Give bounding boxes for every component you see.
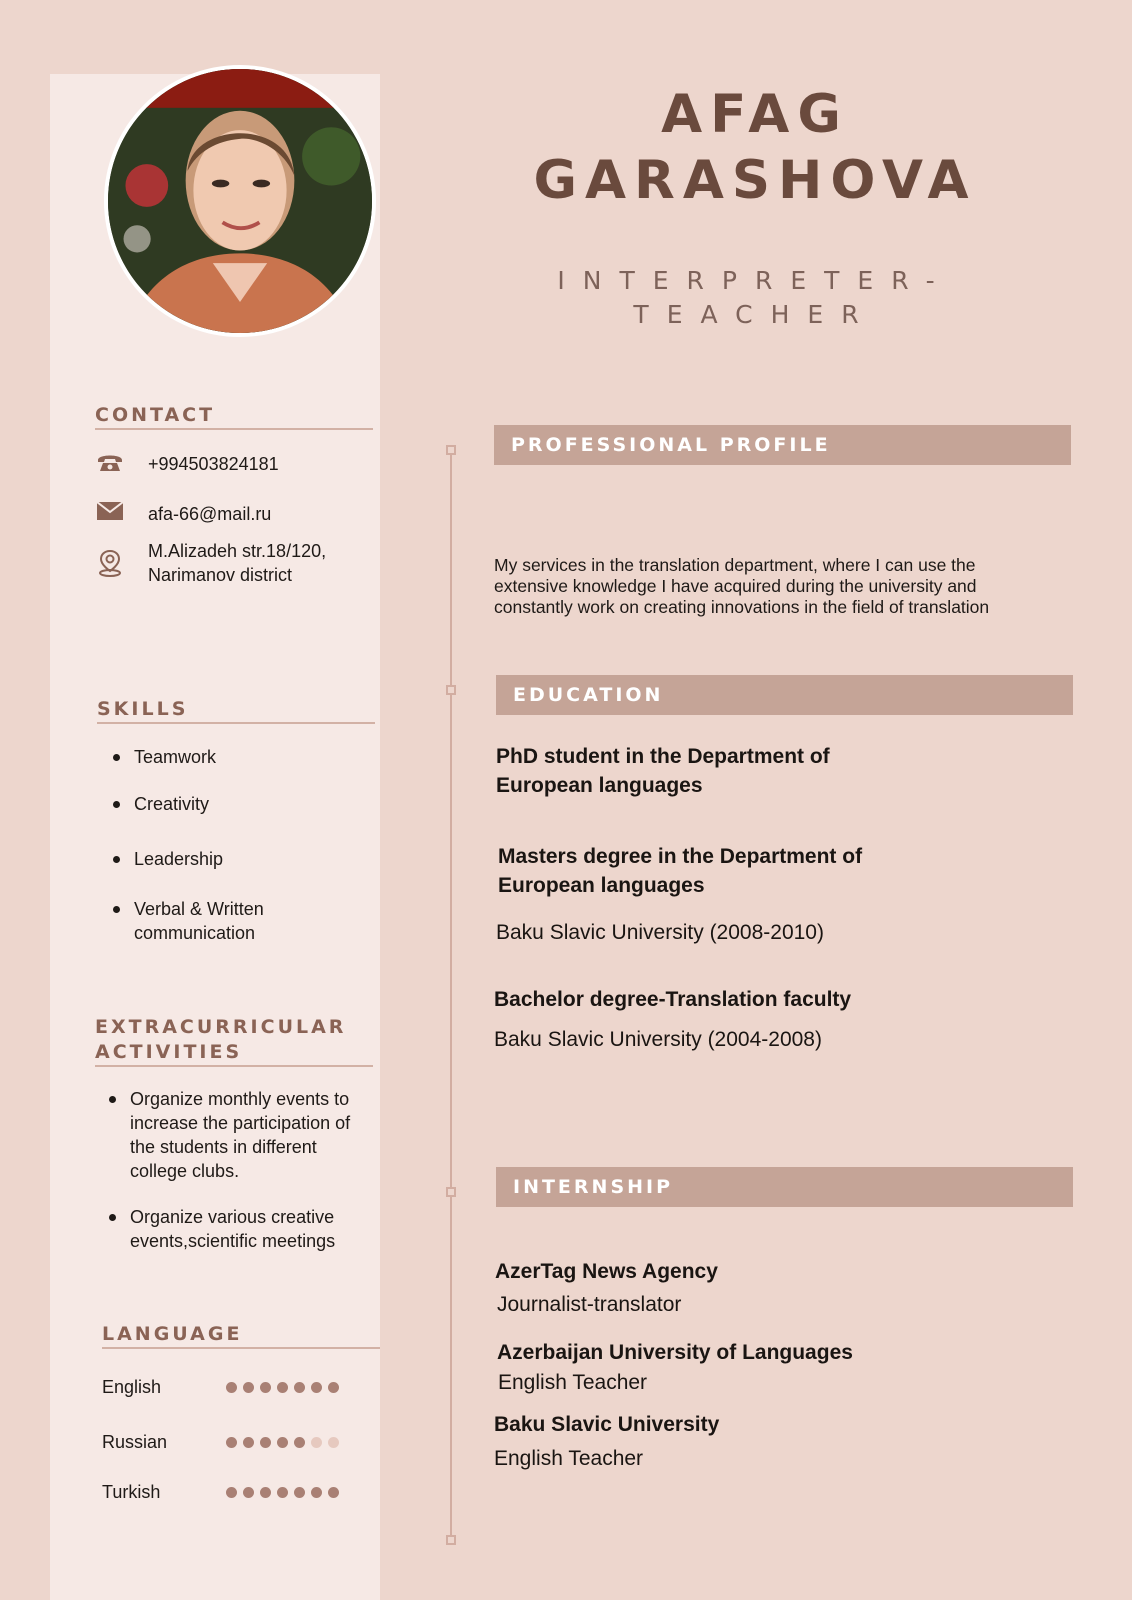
- proficiency-dot-filled: [311, 1487, 322, 1498]
- contact-address: [96, 539, 368, 587]
- internship-heading: INTERNSHIP: [496, 1167, 1073, 1207]
- list-item-line: Verbal & Written: [134, 899, 264, 919]
- education-institution: Baku Slavic University (2008-2010): [496, 921, 824, 944]
- last-name: GARASHOVA: [533, 150, 977, 211]
- skills-heading: SKILLS: [97, 697, 375, 724]
- profile-line: constantly work on creating innovations in the field of translation: [494, 597, 990, 617]
- proficiency-dot-empty: [311, 1437, 322, 1448]
- internship-role: English Teacher: [498, 1371, 648, 1394]
- proficiency-dot-filled: [277, 1382, 288, 1393]
- extracurricular-heading-line2: ACTIVITIES: [95, 1041, 243, 1063]
- education-title: [498, 842, 862, 900]
- candidate-name: [500, 82, 1010, 214]
- list-item-line: Organize monthly events to: [130, 1089, 350, 1109]
- internship-org: Baku Slavic University: [494, 1413, 720, 1436]
- contact-email: [96, 502, 368, 526]
- extracurricular-list: [106, 1087, 366, 1253]
- list-item: Creativity: [110, 792, 360, 816]
- list-item: [106, 1087, 366, 1183]
- education-title-line: European languages: [498, 874, 705, 897]
- proficiency-dot-filled: [260, 1487, 271, 1498]
- profile-photo: [104, 65, 376, 337]
- proficiency-dot-filled: [294, 1437, 305, 1448]
- internship-role: English Teacher: [494, 1447, 644, 1470]
- timeline-node: [446, 445, 456, 455]
- proficiency-dot-empty: [328, 1437, 339, 1448]
- timeline-node: [446, 1187, 456, 1197]
- internship-org: Azerbaijan University of Languages: [497, 1341, 853, 1364]
- proficiency-dot-filled: [226, 1382, 237, 1393]
- phone-icon: [96, 452, 124, 472]
- contact-phone: [96, 452, 368, 476]
- proficiency-dot-filled: [243, 1487, 254, 1498]
- job-title-line2: TEACHER: [633, 300, 877, 329]
- proficiency-dot-filled: [226, 1437, 237, 1448]
- proficiency-dot-filled: [277, 1487, 288, 1498]
- proficiency-dot-filled: [260, 1382, 271, 1393]
- proficiency-dots: [226, 1487, 339, 1498]
- profile-heading: PROFESSIONAL PROFILE: [494, 425, 1071, 465]
- proficiency-dot-filled: [226, 1487, 237, 1498]
- proficiency-dot-filled: [328, 1487, 339, 1498]
- internship-org: AzerTag News Agency: [495, 1260, 718, 1283]
- list-item: Teamwork: [110, 745, 360, 769]
- proficiency-dot-filled: [311, 1382, 322, 1393]
- education-title: [496, 742, 830, 800]
- contact-heading: CONTACT: [95, 403, 373, 430]
- education-title-line: PhD student in the Department of: [496, 745, 830, 768]
- profile-line: extensive knowledge I have acquired during the university and: [494, 576, 977, 596]
- language-name: English: [102, 1377, 162, 1397]
- list-item-line: events,scientific meetings: [130, 1231, 336, 1251]
- proficiency-dot-filled: [294, 1382, 305, 1393]
- profile-text: [494, 555, 1074, 618]
- proficiency-dot-filled: [277, 1437, 288, 1448]
- address: [148, 539, 368, 587]
- extracurricular-heading-line1: EXTRACURRICULAR: [95, 1016, 347, 1038]
- skills-list: [110, 745, 360, 945]
- proficiency-dot-filled: [328, 1382, 339, 1393]
- location-pin-icon: [96, 549, 124, 577]
- address-line1: M.Alizadeh str.18/120,: [148, 541, 327, 561]
- mail-icon: [96, 502, 124, 520]
- list-item: [110, 897, 360, 945]
- proficiency-dots: [226, 1382, 339, 1393]
- education-title-line: Masters degree in the Department of: [498, 845, 863, 868]
- timeline-node: [446, 1535, 456, 1545]
- language-row: [102, 1482, 342, 1503]
- language-name: Russian: [102, 1432, 168, 1452]
- timeline-line: [450, 450, 452, 1540]
- job-title-line1: INTERPRETER-: [557, 266, 953, 295]
- language-row: [102, 1432, 342, 1453]
- list-item: Leadership: [110, 847, 360, 871]
- phone-number: +994503824181: [148, 454, 279, 474]
- list-item-line: communication: [134, 923, 256, 943]
- education-institution: Baku Slavic University (2004-2008): [494, 1028, 822, 1051]
- list-item-line: college clubs.: [130, 1161, 240, 1181]
- language-row: [102, 1377, 342, 1398]
- list-item-line: increase the participation of: [130, 1113, 351, 1133]
- address-line2: Narimanov district: [148, 565, 293, 585]
- list-item-line: Organize various creative: [130, 1207, 335, 1227]
- extracurricular-heading: [95, 1015, 373, 1067]
- education-title-line: European languages: [496, 774, 703, 797]
- email-address: afa-66@mail.ru: [148, 504, 272, 524]
- language-heading: LANGUAGE: [102, 1322, 380, 1349]
- list-item: [106, 1205, 366, 1253]
- education-title: Bachelor degree-Translation faculty: [494, 988, 852, 1011]
- proficiency-dots: [226, 1437, 339, 1448]
- timeline-node: [446, 685, 456, 695]
- internship-role: Journalist-translator: [497, 1293, 682, 1316]
- profile-line: My services in the translation department, where I can use the: [494, 555, 976, 575]
- proficiency-dot-filled: [260, 1437, 271, 1448]
- proficiency-dot-filled: [294, 1487, 305, 1498]
- first-name: AFAG: [661, 84, 849, 145]
- education-heading: EDUCATION: [496, 675, 1073, 715]
- proficiency-dot-filled: [243, 1437, 254, 1448]
- language-name: Turkish: [102, 1482, 161, 1502]
- list-item-line: the students in different: [130, 1137, 317, 1157]
- job-title: [500, 264, 1010, 332]
- proficiency-dot-filled: [243, 1382, 254, 1393]
